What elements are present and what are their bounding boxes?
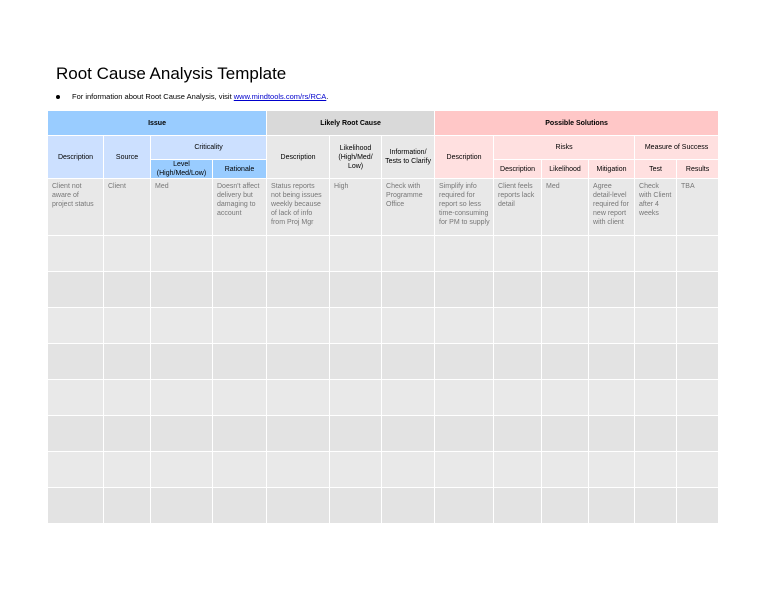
table-cell[interactable] <box>330 452 382 488</box>
table-cell[interactable] <box>494 344 542 380</box>
table-cell[interactable] <box>542 344 589 380</box>
table-cell[interactable] <box>104 344 151 380</box>
table-cell[interactable] <box>151 236 213 272</box>
table-cell[interactable] <box>435 308 494 344</box>
table-cell[interactable] <box>435 452 494 488</box>
table-cell[interactable] <box>542 272 589 308</box>
table-cell[interactable] <box>589 308 635 344</box>
table-cell[interactable] <box>330 416 382 452</box>
table-cell[interactable] <box>104 488 151 524</box>
table-cell[interactable] <box>330 236 382 272</box>
table-cell[interactable] <box>589 416 635 452</box>
cell-risk-likelihood[interactable]: Med <box>542 179 589 236</box>
col-test: Test <box>635 160 677 179</box>
table-cell[interactable] <box>213 380 267 416</box>
table-cell[interactable] <box>104 380 151 416</box>
col-results: Results <box>677 160 719 179</box>
table-row <box>48 344 719 380</box>
table-row <box>48 236 719 272</box>
table-cell[interactable] <box>151 380 213 416</box>
col-risk-likelihood: Likelihood <box>542 160 589 179</box>
table-cell[interactable] <box>104 416 151 452</box>
table-cell[interactable] <box>589 380 635 416</box>
column-header-row <box>48 136 719 160</box>
table-cell[interactable] <box>48 272 104 308</box>
table-row <box>48 452 719 488</box>
table-cell[interactable] <box>435 236 494 272</box>
col-mitigation: Mitigation <box>589 160 635 179</box>
cell-results[interactable]: TBA <box>677 179 719 236</box>
info-suffix: . <box>326 92 329 101</box>
table-cell[interactable] <box>151 344 213 380</box>
rca-table <box>47 110 719 524</box>
table-cell[interactable] <box>435 344 494 380</box>
col-rationale: Rationale <box>213 160 267 179</box>
table-cell[interactable] <box>435 380 494 416</box>
table-cell[interactable] <box>677 272 719 308</box>
table-cell[interactable] <box>494 488 542 524</box>
table-cell[interactable] <box>435 272 494 308</box>
table-cell[interactable] <box>635 344 677 380</box>
table-cell[interactable] <box>213 272 267 308</box>
col-level: Level (High/Med/Low) <box>151 160 213 179</box>
table-cell[interactable] <box>635 452 677 488</box>
info-text: For information about Root Cause Analysis, visit <box>72 92 232 101</box>
table-cell[interactable] <box>635 308 677 344</box>
table-cell[interactable] <box>494 272 542 308</box>
table-cell[interactable] <box>267 344 330 380</box>
table-cell[interactable] <box>213 344 267 380</box>
table-cell[interactable] <box>151 488 213 524</box>
table-cell[interactable] <box>382 416 435 452</box>
col-risk-description: Description <box>494 160 542 179</box>
table-cell[interactable] <box>494 452 542 488</box>
section-issue: Issue <box>48 111 267 136</box>
table-cell[interactable] <box>494 380 542 416</box>
rca-link[interactable]: www.mindtools.com/rs/RCA <box>233 92 327 101</box>
table-cell[interactable] <box>330 380 382 416</box>
table-cell[interactable] <box>677 236 719 272</box>
table-cell[interactable] <box>435 416 494 452</box>
col-information: Information/ Tests to Clarify <box>382 136 435 179</box>
table-cell[interactable] <box>330 344 382 380</box>
table-row <box>48 380 719 416</box>
table-cell[interactable] <box>330 308 382 344</box>
table-cell[interactable] <box>151 416 213 452</box>
table-cell[interactable] <box>494 416 542 452</box>
table-cell[interactable] <box>542 308 589 344</box>
col-criticality: Criticality <box>151 136 267 160</box>
table-cell[interactable] <box>48 344 104 380</box>
col-risks: Risks <box>494 136 635 160</box>
col-measure-of-success: Measure of Success <box>635 136 719 160</box>
table-cell[interactable] <box>382 452 435 488</box>
section-possible-solutions: Possible Solutions <box>435 111 719 136</box>
table-cell[interactable] <box>677 452 719 488</box>
info-line <box>56 92 328 101</box>
col-solution-description: Description <box>435 136 494 179</box>
cell-likelihood[interactable]: High <box>330 179 382 236</box>
table-cell[interactable] <box>677 416 719 452</box>
table-cell[interactable] <box>542 488 589 524</box>
cell-rationale[interactable]: Doesn't affect delivery but damaging to account <box>213 179 267 236</box>
bullet-icon <box>56 95 60 99</box>
table-cell[interactable] <box>382 344 435 380</box>
example-row <box>48 179 719 236</box>
table-cell[interactable] <box>330 488 382 524</box>
table-cell[interactable] <box>589 272 635 308</box>
table-cell[interactable] <box>542 380 589 416</box>
table-cell[interactable] <box>635 236 677 272</box>
table-cell[interactable] <box>635 380 677 416</box>
section-header-row <box>48 111 719 136</box>
table-cell[interactable] <box>48 308 104 344</box>
col-source: Source <box>104 136 151 179</box>
table-cell[interactable] <box>267 416 330 452</box>
table-cell[interactable] <box>382 380 435 416</box>
table-row <box>48 308 719 344</box>
table-cell[interactable] <box>542 452 589 488</box>
table-row <box>48 272 719 308</box>
table-cell[interactable] <box>151 272 213 308</box>
cell-risk-description[interactable]: Client feels reports lack detail <box>494 179 542 236</box>
table-cell[interactable] <box>635 272 677 308</box>
table-cell[interactable] <box>267 272 330 308</box>
col-cause-description: Description <box>267 136 330 179</box>
table-cell[interactable] <box>267 452 330 488</box>
table-cell[interactable] <box>267 236 330 272</box>
table-cell[interactable] <box>267 380 330 416</box>
table-cell[interactable] <box>48 236 104 272</box>
table-cell[interactable] <box>151 308 213 344</box>
table-cell[interactable] <box>382 308 435 344</box>
cell-solution-description[interactable]: Simplify info required for report so less time-consuming for PM to supply <box>435 179 494 236</box>
cell-cause-description[interactable]: Status reports not being issues weekly because of lack of info from Proj Mgr <box>267 179 330 236</box>
cell-mitigation[interactable]: Agree detail-level required for new report with client <box>589 179 635 236</box>
table-cell[interactable] <box>48 380 104 416</box>
table-cell[interactable] <box>213 416 267 452</box>
empty-rows <box>48 236 719 524</box>
table-cell[interactable] <box>677 380 719 416</box>
table-cell[interactable] <box>494 236 542 272</box>
table-cell[interactable] <box>542 236 589 272</box>
cell-information[interactable]: Check with Programme Office <box>382 179 435 236</box>
table-cell[interactable] <box>213 452 267 488</box>
table-cell[interactable] <box>635 416 677 452</box>
table-cell[interactable] <box>494 308 542 344</box>
table-cell[interactable] <box>677 344 719 380</box>
table-row <box>48 416 719 452</box>
table-cell[interactable] <box>104 452 151 488</box>
table-cell[interactable] <box>677 308 719 344</box>
table-cell[interactable] <box>267 308 330 344</box>
table-cell[interactable] <box>589 452 635 488</box>
table-cell[interactable] <box>589 488 635 524</box>
table-cell[interactable] <box>48 416 104 452</box>
table-cell[interactable] <box>151 452 213 488</box>
table-cell[interactable] <box>542 416 589 452</box>
cell-source[interactable]: Client <box>104 179 151 236</box>
table-cell[interactable] <box>267 488 330 524</box>
table-cell[interactable] <box>435 488 494 524</box>
table-row <box>48 488 719 524</box>
cell-issue-description[interactable]: Client not aware of project status <box>48 179 104 236</box>
table-cell[interactable] <box>104 308 151 344</box>
table-cell[interactable] <box>382 236 435 272</box>
table-cell[interactable] <box>382 488 435 524</box>
table-cell[interactable] <box>213 308 267 344</box>
table-cell[interactable] <box>213 488 267 524</box>
col-issue-description: Description <box>48 136 104 179</box>
table-cell[interactable] <box>213 236 267 272</box>
col-likelihood: Likelihood (High/Med/ Low) <box>330 136 382 179</box>
table-cell[interactable] <box>589 344 635 380</box>
cell-test[interactable]: Check with Client after 4 weeks <box>635 179 677 236</box>
table-cell[interactable] <box>104 272 151 308</box>
table-cell[interactable] <box>104 236 151 272</box>
table-cell[interactable] <box>330 272 382 308</box>
table-cell[interactable] <box>48 452 104 488</box>
table-cell[interactable] <box>382 272 435 308</box>
cell-level[interactable]: Med <box>151 179 213 236</box>
table-cell[interactable] <box>48 488 104 524</box>
page-title: Root Cause Analysis Template <box>56 64 287 83</box>
table-cell[interactable] <box>589 236 635 272</box>
table-cell[interactable] <box>677 488 719 524</box>
table-cell[interactable] <box>635 488 677 524</box>
section-likely-root-cause: Likely Root Cause <box>267 111 435 136</box>
